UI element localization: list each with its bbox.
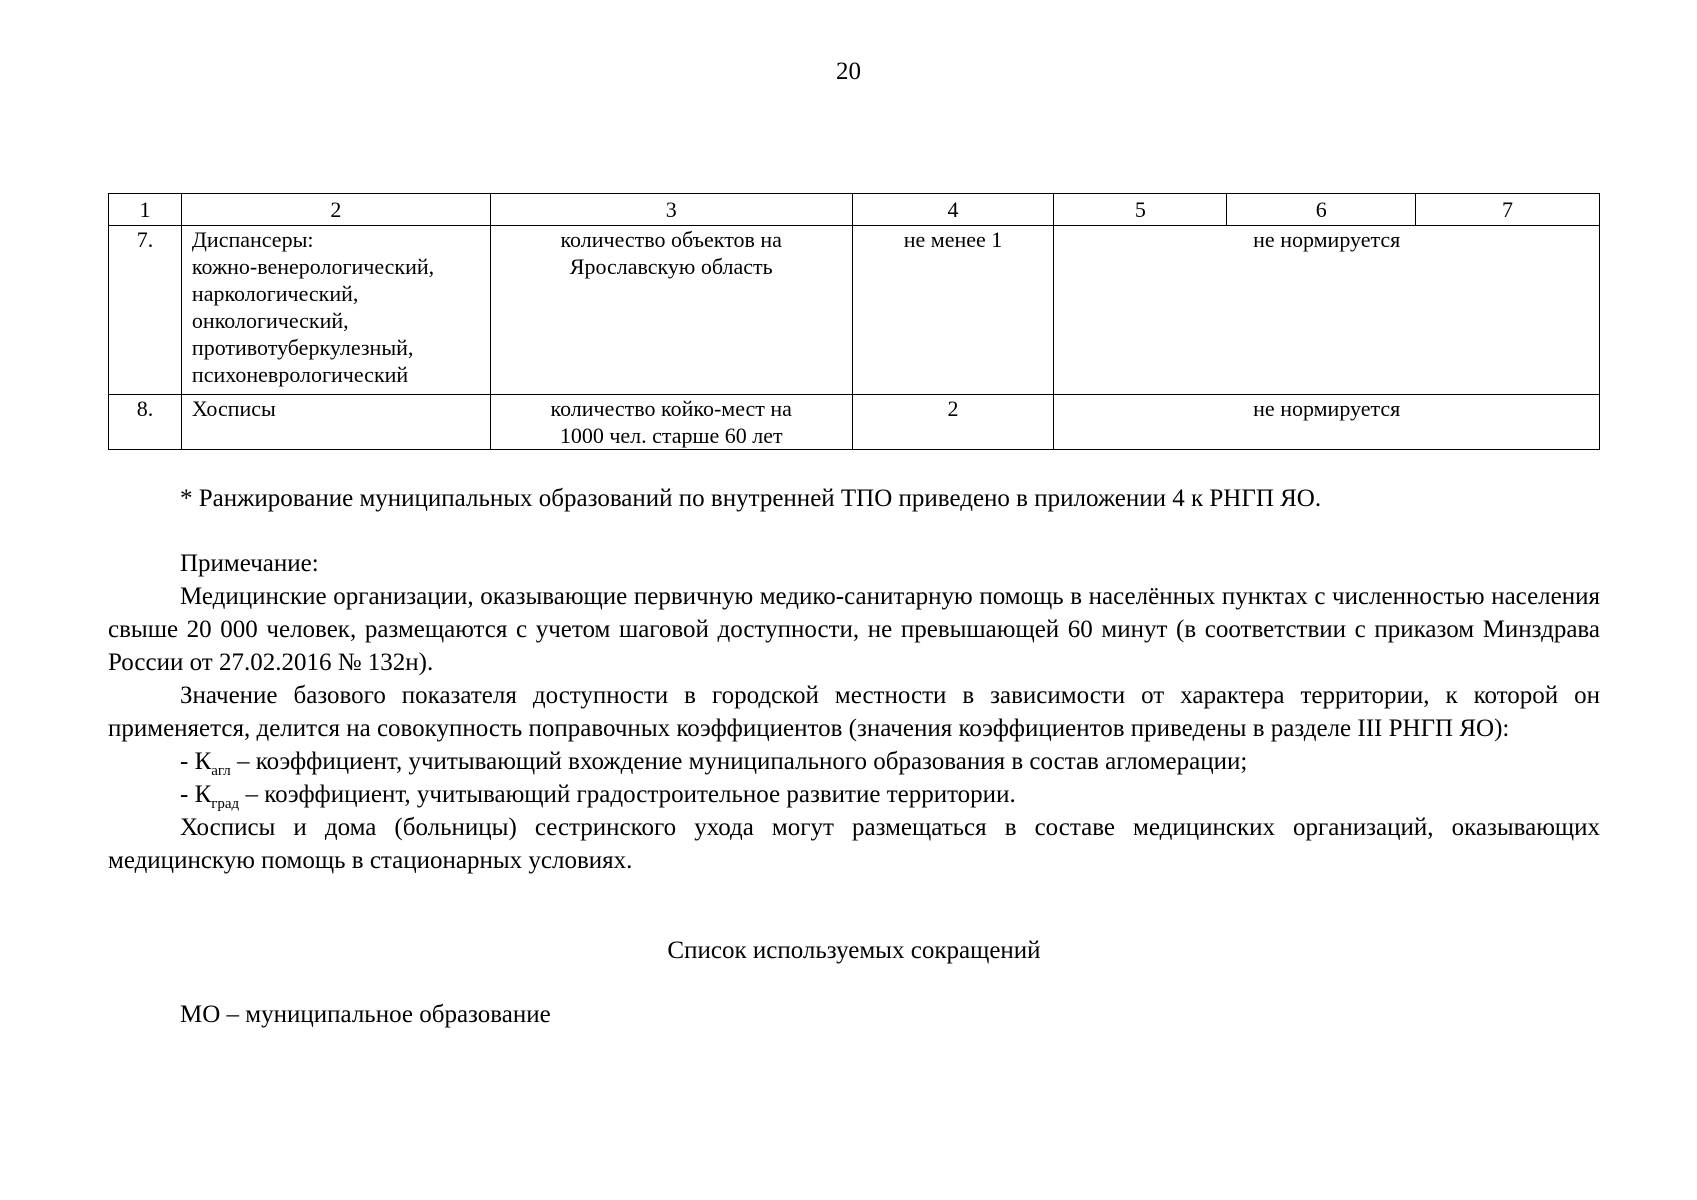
coefficient-symbol: - К — [180, 748, 212, 775]
coefficient-subscript: град — [211, 796, 240, 812]
note-title: Примечание: — [180, 550, 319, 577]
norms-table — [108, 193, 1600, 450]
footnote: * Ранжирование муниципальных образований по внутренней ТПО приведено в приложении 4 к РНГП ЯО. — [180, 485, 1322, 512]
facility-name-cell — [181, 226, 490, 395]
header-cell: 3 — [490, 194, 852, 226]
coefficient-item — [108, 778, 1600, 811]
coefficient-subscript: агл — [211, 763, 231, 779]
indicator-line: количество койко-мест на — [550, 396, 792, 421]
table-header-row — [109, 194, 1600, 226]
facility-name-line: Хосписы — [191, 396, 276, 421]
facility-name-line: наркологический, — [191, 281, 359, 306]
indicator-line: Ярославскую область — [569, 254, 773, 279]
page-number: 20 — [836, 58, 861, 85]
facility-name-line: Диспансеры: — [191, 227, 314, 252]
note-paragraph: Значение базового показателя доступности в городской местности в зависимости от характера территории, к которой он применяется, делится на совокупность поправочных коэффициентов (значения коэффициентов приведены в разделе III РНГП ЯО): — [108, 682, 1600, 742]
facility-name-line: противотуберкулезный, — [191, 335, 414, 360]
abbreviations-title: Список используемых сокращений — [667, 937, 1041, 964]
indicator-line: 1000 чел. старше 60 лет — [559, 423, 783, 448]
table-row — [109, 395, 1600, 450]
coefficient-text: – коэффициент, учитывающий градостроительное развитие территории. — [239, 781, 1016, 808]
table-row — [109, 226, 1600, 395]
coefficient-item — [108, 745, 1600, 778]
abbreviation-item: МО – муниципальное образование — [180, 1001, 551, 1028]
value-cell: 2 — [852, 395, 1054, 450]
coefficient-symbol: - К — [180, 781, 212, 808]
note-paragraph: Хосписы и дома (больницы) сестринского ухода могут размещаться в составе медицинских организаций, оказывающих медицинскую помощь в стационарных условиях. — [108, 814, 1600, 874]
value-cell: не менее 1 — [852, 226, 1054, 395]
header-cell: 7 — [1416, 194, 1600, 226]
facility-name-cell — [181, 395, 490, 450]
indicator-cell — [490, 226, 852, 395]
availability-cell: не нормируется — [1054, 226, 1600, 395]
header-cell: 6 — [1227, 194, 1416, 226]
indicator-line: количество объектов на — [560, 227, 782, 252]
note-paragraph: Медицинские организации, оказывающие первичную медико-санитарную помощь в населённых пунктах с численностью населения свыше 20 000 человек, размещаются с учетом шаговой доступности, не превышающей 60 минут (в соответствии с приказом Минздрава России от 27.02.2016 № 132н). — [108, 583, 1600, 676]
header-cell: 1 — [109, 194, 182, 226]
notes-section — [108, 580, 1600, 877]
facility-name-line: кожно-венерологический, — [191, 254, 435, 279]
indicator-cell — [490, 395, 852, 450]
availability-cell: не нормируется — [1054, 395, 1600, 450]
coefficient-text: – коэффициент, учитывающий вхождение муниципального образования в состав агломерации; — [230, 748, 1248, 775]
row-number: 8. — [109, 395, 182, 450]
header-cell: 2 — [181, 194, 490, 226]
header-cell: 4 — [852, 194, 1054, 226]
facility-name-line: психоневрологический — [191, 362, 409, 387]
facility-name-line: онкологический, — [191, 308, 349, 333]
header-cell: 5 — [1054, 194, 1227, 226]
row-number: 7. — [109, 226, 182, 395]
